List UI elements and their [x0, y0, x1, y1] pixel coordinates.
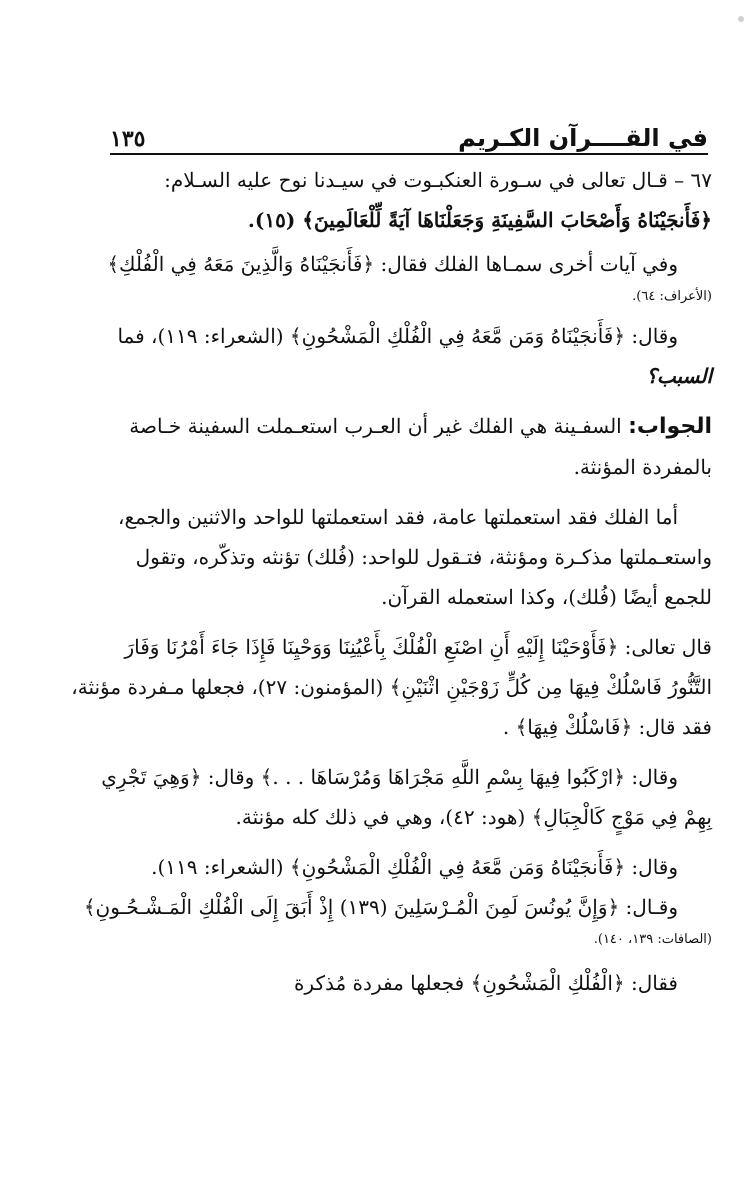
running-title: في القــــرآن الكـريم: [458, 124, 708, 152]
paragraph-saffat-verse: [83, 887, 712, 953]
verse-reference: (الصافات: ١٣٩، ١٤٠).: [593, 932, 712, 947]
paragraph-mominun-verse: [71, 627, 712, 747]
paragraph-hud-verse: [92, 757, 712, 837]
text-line: بِهِمْ فِي مَوْجٍ كَالْجِبَالِ﴾ (هود: ٤٢)، وهي في ذلك كله مؤنثة.: [235, 805, 712, 829]
text-line: ٦٧ – قـال تعالى في سـورة العنكبـوت في سيـدنا نوح عليه السـلام:: [164, 168, 712, 192]
text-line: فقد قال: ﴿فَاسْلُكْ فِيهَا﴾ .: [502, 715, 712, 739]
header-rule: [110, 153, 708, 155]
page-number: ١٣٥: [110, 126, 146, 152]
text-line: للجمع أيضًا (فُلك)، وكذا استعمله القرآن.: [381, 585, 712, 609]
text-line: التَّنُّورُ فَاسْلُكْ فِيهَا مِن كُلٍّ زَوْجَيْنِ اثْنَيْنِ﴾ (المؤمنون: ٢٧)، فجعلها مـفردة مؤنثة،: [71, 675, 712, 699]
text-line: وقـال: ﴿وَإِنَّ يُونُسَ لَمِنَ الْمُـرْسَلِينَ (١٣٩) إِذْ أَبَقَ إِلَى الْفُلْكِ الْمَـشْـحُـونِ﴾: [83, 895, 678, 919]
text-line: واستعـملتها مذكـرة ومؤنثة، فتـقول للواحد: (فُلك) تؤنثه وتذكّره، وتقول: [135, 545, 712, 569]
text-line: وقال: ﴿فَأَنجَيْنَاهُ وَمَن مَّعَهُ فِي الْفُلْكِ الْمَشْحُونِ﴾ (الشعراء: ١١٩).: [151, 855, 678, 879]
paragraph-masculine-usage: [92, 963, 712, 1003]
text-line: السبب؟: [646, 364, 712, 388]
paragraph-shuara-verse: [92, 847, 712, 887]
paragraph-answer: [92, 406, 712, 487]
text-line: بالمفردة المؤنثة.: [573, 455, 712, 479]
text-line: فقال: ﴿الْفُلْكِ الْمَشْحُونِ﴾ فجعلها مفردة مُذكرة: [293, 971, 678, 995]
text-line: وفي آيات أخرى سمـاها الفلك فقال: ﴿فَأَنجَيْنَاهُ وَالَّذِينَ مَعَهُ فِي الْفُلْكِ﴾: [107, 252, 678, 276]
paragraph-general-usage: [92, 497, 712, 617]
page-header: [110, 112, 708, 152]
answer-label: الجواب:: [628, 414, 712, 439]
paragraph-question-67: [92, 160, 712, 240]
text-line: السفـينة هي الفلك غير أن العـرب استعـملت السفينة خـاصة: [129, 414, 622, 438]
text-line: ﴿فَأَنجَيْنَاهُ وَأَصْحَابَ السَّفِينَةِ وَجَعَلْنَاهَا آيَةً لِّلْعَالَمِينَ﴾ (١٥).: [247, 208, 712, 232]
text-line: وقال: ﴿فَأَنجَيْنَاهُ وَمَن مَّعَهُ فِي الْفُلْكِ الْمَشْحُونِ﴾ (الشعراء: ١١٩)، فما: [117, 324, 678, 348]
text-line: أما الفلك فقد استعملتها عامة، فقد استعملتها للواحد والاثنين والجمع،: [118, 505, 678, 529]
verse-reference: (الأعراف: ٦٤).: [632, 289, 712, 304]
text-line: قال تعالى: ﴿فَأَوْحَيْنَا إِلَيْهِ أَنِ اصْنَعِ الْفُلْكَ بِأَعْيُنِنَا وَوَحْيِنَا فَإِذَا جَاءَ أَمْرُنَا وَفَارَ: [124, 635, 712, 659]
page-body: [71, 160, 712, 1013]
text-line: وقال: ﴿ارْكَبُوا فِيهَا بِسْمِ اللَّهِ مَجْرَاهَا وَمُرْسَاهَا . . .﴾ وقال: ﴿وَهِيَ تَجْرِي: [101, 765, 678, 789]
paragraph-question-why: [92, 316, 712, 396]
paragraph-other-verses: [92, 244, 712, 310]
scan-speck: [738, 16, 744, 22]
